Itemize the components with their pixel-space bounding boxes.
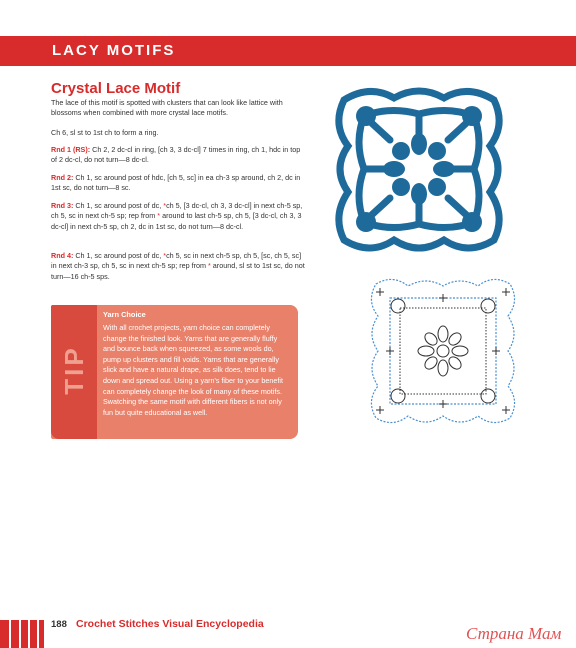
round-text: Ch 1, sc around post of hdc, [ch 5, sc] in ea ch-3 sp around, ch 2, dc in 1st sc, do not turn—8 sc. (51, 173, 301, 193)
repeat-star: * (163, 201, 167, 210)
center-ring (410, 160, 428, 178)
tip-label: TIP (58, 345, 89, 395)
round-label: Rnd 4: (51, 251, 74, 260)
book-title: Crochet Stitches Visual Encyclopedia (76, 618, 264, 630)
round-3 (51, 201, 307, 232)
motif-intro: The lace of this motif is spotted with clusters that can look like lattice with blossoms when combined with more crystal lace motifs. (51, 98, 283, 118)
round-label: Rnd 3: (51, 201, 74, 210)
motif-photo (330, 80, 508, 258)
repeat-star: * (163, 251, 167, 260)
round-text: Ch 2, 2 dc-cl in ring, [ch 3, 3 dc-cl] 7 times in ring, ch 1, hdc in top of 2 dc-cl, do not turn—8 dc-cl. (51, 145, 301, 165)
round-text: Ch 1, sc around post of dc, (73, 251, 164, 260)
repeat-star: * (208, 261, 211, 271)
round-1 (51, 145, 307, 166)
section-title: LACY MOTIFS (52, 42, 176, 59)
round-text: ch 5, [3 dc-cl, ch 3, 3 dc-cl] in next ch-5 sp, ch 5, sc in next ch-5 sp; rep from (51, 201, 303, 221)
round-4 (51, 251, 307, 282)
sc-marks (376, 288, 510, 414)
cluster-symbols (391, 299, 495, 403)
motif-start: Ch 6, sl st to 1st ch to form a ring. (51, 128, 159, 137)
round-text: ch 5, sc in next ch-5 sp, ch 5, [sc, ch 5, sc] in next ch-3 sp, ch 5, sc in next ch-5 sp; rep from (51, 251, 302, 271)
round-text: around to last ch-5 sp, ch 5, [3 dc-cl, ch 3, 3 dc-cl] in next ch-5 sp, ch 2, dc in 1st sc, do not turn—8 dc-cl. (51, 211, 302, 231)
watermark: Страна Мам (466, 624, 562, 643)
inner-rounds (400, 308, 486, 394)
round-text: Ch 1, sc around post of dc, (73, 201, 164, 210)
motif-title: Crystal Lace Motif (51, 80, 181, 97)
footer-stripes (0, 620, 46, 648)
page-number: 188 (51, 619, 67, 630)
round-label: Rnd 1 (RS): (51, 145, 91, 154)
tip-heading: Yarn Choice (103, 310, 146, 319)
stitch-diagram (368, 276, 518, 426)
round-2 (51, 173, 307, 194)
round-label: Rnd 2: (51, 173, 74, 182)
repeat-star: * (157, 211, 161, 221)
round-text: around, sl st to 1st sc, do not turn—16 ch-5 sps. (51, 261, 305, 281)
tip-text: With all crochet projects, yarn choice can completely change the finished look. Yarns that are generally fluffy and bounce back when squeezed, as some wools do, pump up clusters and fill voids. Yarns that are generally slick and have a natural drape, as silk does, tend to lie down and spread out. Using a yarn's fiber to your benefit can completely change the look of many of these motifs. Swatching the same motif with different fibers is not only fun but quite educational as well. (103, 323, 283, 417)
